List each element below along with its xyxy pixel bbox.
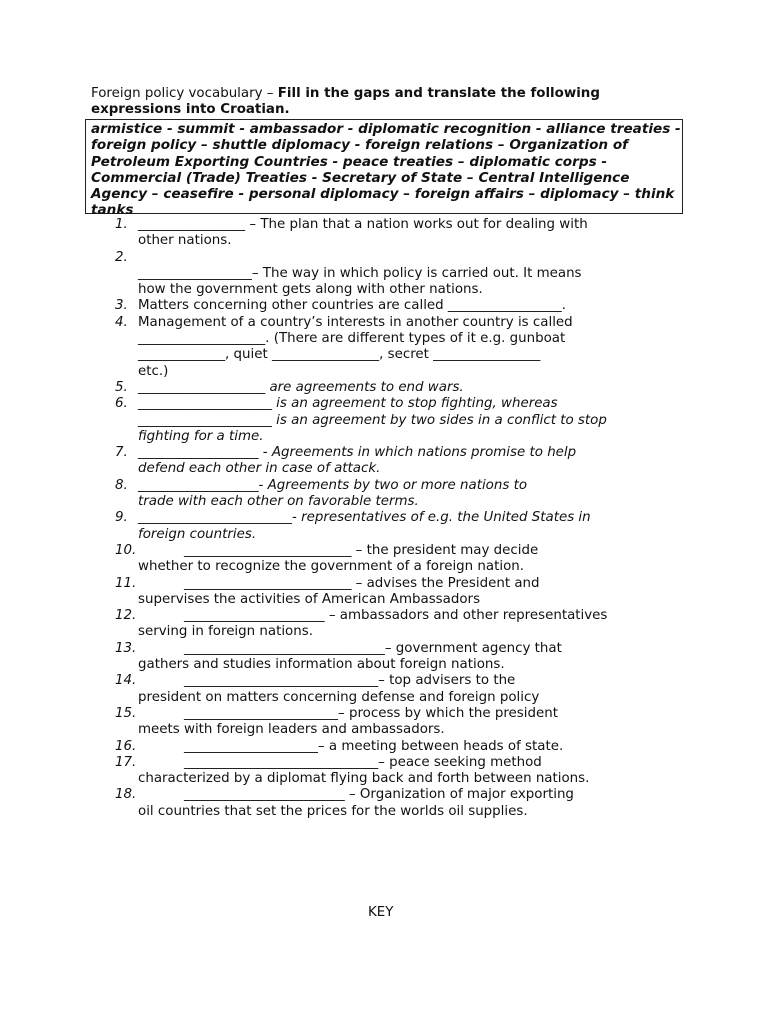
item-line: trade with each other on favorable terms. [138, 494, 419, 510]
item-line: Matters concerning other countries are called _________________. [138, 298, 566, 314]
item-number: 4. [115, 314, 128, 330]
exercise-item [0, 510, 683, 543]
item-number: 5. [115, 379, 128, 395]
item-line: gathers and studies information about foreign nations. [138, 657, 505, 673]
item-line [138, 250, 683, 266]
exercise-item [0, 706, 683, 739]
item-number: 13. [115, 640, 137, 656]
exercise-list [0, 217, 768, 820]
item-line: etc.) [138, 363, 169, 379]
item-number: 10. [115, 542, 137, 558]
item-line: _______________________- representatives of e.g. the United States in [138, 510, 591, 526]
item-line: ____________________– a meeting between heads of state. [184, 738, 564, 754]
item-number: 15. [115, 705, 137, 721]
exercise-item [0, 478, 683, 511]
item-number: 2. [115, 249, 128, 265]
item-line: __________________ - Agreements in which nations promise to help [138, 445, 577, 461]
answer-key-label: KEY [368, 905, 394, 920]
item-line: _____________________________– peace seeking method [184, 754, 542, 770]
heading-instruction: Fill in the gaps and translate the following expressions into Croatian. [91, 86, 600, 117]
exercise-item [0, 641, 683, 674]
item-number: 3. [115, 298, 128, 314]
item-line: _________________________ – advises the President and [184, 575, 540, 591]
exercise-item [0, 755, 683, 788]
item-line: ____________________ is an agreement by two sides in a conflict to stop [138, 412, 607, 428]
item-line: _________________– The way in which policy is carried out. It means [138, 265, 582, 281]
exercise-item [0, 298, 683, 314]
item-line: ___________________. (There are different types of it e.g. gunboat [138, 331, 566, 347]
heading-intro: Foreign policy vocabulary – [91, 86, 278, 101]
item-number: 11. [115, 575, 137, 591]
exercise-item [0, 315, 683, 380]
item-line: ______________________________– government agency that [184, 640, 562, 656]
item-line: meets with foreign leaders and ambassadors. [138, 722, 445, 738]
exercise-item [0, 739, 683, 755]
item-line: fighting for a time. [138, 428, 264, 444]
exercise-item [0, 396, 683, 445]
item-number: 12. [115, 608, 137, 624]
worksheet-heading [91, 86, 691, 118]
item-line: Management of a country’s interests in another country is called [138, 314, 573, 330]
item-number: 8. [115, 477, 128, 493]
exercise-item [0, 250, 683, 299]
item-number: 1. [115, 217, 128, 232]
item-line: how the government gets along with other nations. [138, 282, 483, 298]
item-number: 16. [115, 738, 137, 754]
item-number: 9. [115, 510, 128, 526]
item-number: 14. [115, 673, 137, 689]
item-line: _____________________________– top advisers to the [184, 673, 516, 689]
item-number: 7. [115, 445, 128, 461]
item-line: ___________________ are agreements to end wars. [138, 379, 464, 395]
exercise-item [0, 380, 683, 396]
item-line: president on matters concerning defense and foreign policy [138, 689, 540, 705]
item-line: _______________________– process by which the president [184, 705, 558, 721]
item-line: other nations. [138, 233, 232, 249]
item-line: __________________- Agreements by two or more nations to [138, 477, 528, 493]
exercise-item [0, 445, 683, 478]
word-bank: armistice - summit - ambassador - diplomatic recognition - alliance treaties - foreign policy – shuttle diplomacy - foreign relations – Organization of Petroleum Exporting Countries - peace treaties – diplomatic corps - Commercial (Trade) Treaties - Secretary of State – Central Intelligence Agency – ceasefire - personal diplomacy – foreign affairs – diplomacy – think tanks [85, 119, 683, 214]
exercise-item [0, 787, 683, 820]
item-line: ________________________ – Organization of major exporting [184, 787, 574, 803]
item-line: _____________________ – ambassadors and other representatives [184, 608, 608, 624]
item-number: 17. [115, 754, 137, 770]
item-line: defend each other in case of attack. [138, 461, 381, 477]
exercise-item [0, 673, 683, 706]
item-line: characterized by a diplomat flying back and forth between nations. [138, 771, 590, 787]
item-line: _________________________ – the president may decide [184, 542, 539, 558]
exercise-item [0, 543, 683, 576]
exercise-item [0, 217, 683, 250]
exercise-item [0, 608, 683, 641]
item-line: oil countries that set the prices for the worlds oil supplies. [138, 803, 528, 819]
item-line: _____________, quiet ________________, secret ________________ [138, 347, 541, 363]
exercise-item [0, 576, 683, 609]
item-line: whether to recognize the government of a foreign nation. [138, 559, 525, 575]
item-line: supervises the activities of American Ambassadors [138, 591, 481, 607]
item-line: foreign countries. [138, 526, 257, 542]
item-line: serving in foreign nations. [138, 624, 313, 640]
item-line: ________________ – The plan that a nation works out for dealing with [138, 217, 588, 232]
item-number: 18. [115, 787, 137, 803]
item-number: 6. [115, 396, 128, 412]
item-line: ____________________ is an agreement to stop fighting, whereas [138, 396, 558, 412]
